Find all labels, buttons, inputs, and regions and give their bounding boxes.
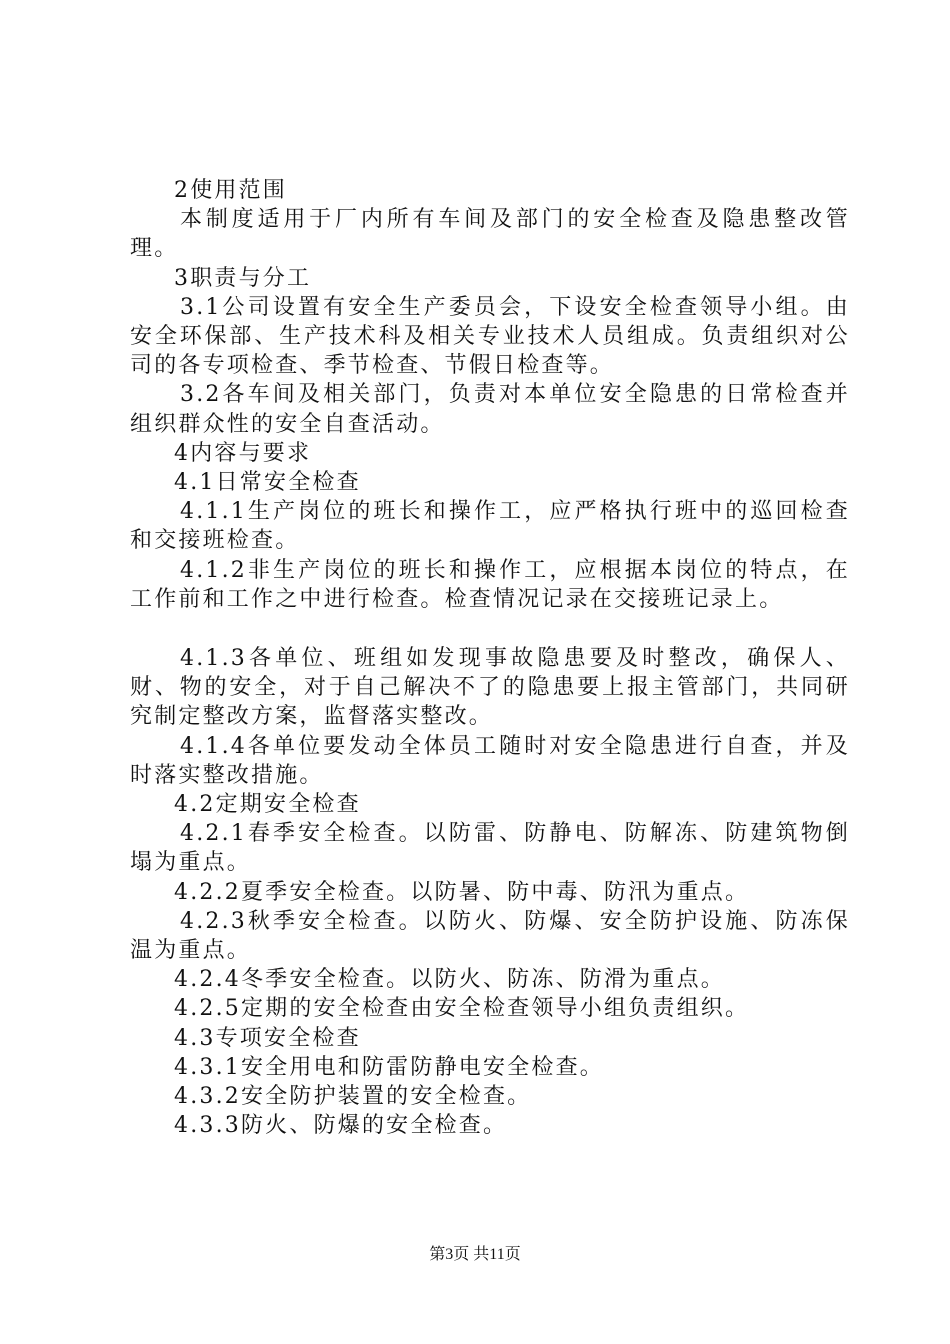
paragraph-4-1-1: 4.1.1生产岗位的班长和操作工，应严格执行班中的巡回检查和交接班检查。 [130,499,850,554]
paragraph-4-1-2: 4.1.2非生产岗位的班长和操作工，应根据本岗位的特点，在工作前和工作之中进行检查。检查情况记录在交接班记录上。 [130,557,850,612]
paragraph-4-2-4: 4.2.4冬季安全检查。以防火、防冻、防滑为重点。 [174,967,725,993]
paragraph-4-2-3: 4.2.3秋季安全检查。以防火、防爆、安全防护设施、防冻保温为重点。 [130,908,850,964]
paragraph-4-3-3: 4.3.3防火、防爆的安全检查。 [174,1113,508,1139]
section-heading-4-3: 4.3专项安全检查 [174,1025,361,1051]
section-heading-content: 4内容与要求 [174,440,312,466]
paragraph-3-1: 3.1公司设置有安全生产委员会，下设安全检查领导小组。由安全环保部、生产技术科及相关专业技术人员组成。负责组织对公司的各专项检查、季节检查、节假日检查等。 [130,294,850,379]
paragraph-4-3-2: 4.3.2安全防护装置的安全检查。 [174,1084,532,1110]
section-heading-4-2: 4.2定期安全检查 [174,792,361,818]
paragraph-4-1-4: 4.1.4各单位要发动全体员工随时对安全隐患进行自查，并及时落实整改措施。 [130,733,850,788]
section-heading-responsibilities: 3职责与分工 [174,265,312,291]
paragraph-4-2-1: 4.2.1春季安全检查。以防雷、防静电、防解冻、防建筑物倒塌为重点。 [130,821,850,876]
document-body [130,176,850,1141]
paragraph-3-2: 3.2各车间及相关部门，负责对本单位安全隐患的日常检查并组织群众性的安全自查活动。 [130,382,850,437]
paragraph-4-3-1: 4.3.1安全用电和防雷防静电安全检查。 [174,1054,604,1080]
paragraph-4-2-2: 4.2.2夏季安全检查。以防暑、防中毒、防汛为重点。 [174,879,750,905]
paragraph-scope: 本制度适用于厂内所有车间及部门的安全检查及隐患整改管理。 [130,207,850,262]
page-number-footer: 第3页 共11页 [429,1246,521,1263]
section-heading-4-1: 4.1日常安全检查 [174,470,361,496]
paragraph-gap [130,614,850,644]
paragraph-4-2-5: 4.2.5定期的安全检查由安全检查领导小组负责组织。 [174,996,750,1022]
paragraph-4-1-3: 4.1.3各单位、班组如发现事故隐患要及时整改，确保人、财、物的安全，对于自己解决不了的隐患要上报主管部门，共同研究制定整改方案，监督落实整改。 [130,646,850,730]
section-heading-scope: 2使用范围 [174,178,287,203]
